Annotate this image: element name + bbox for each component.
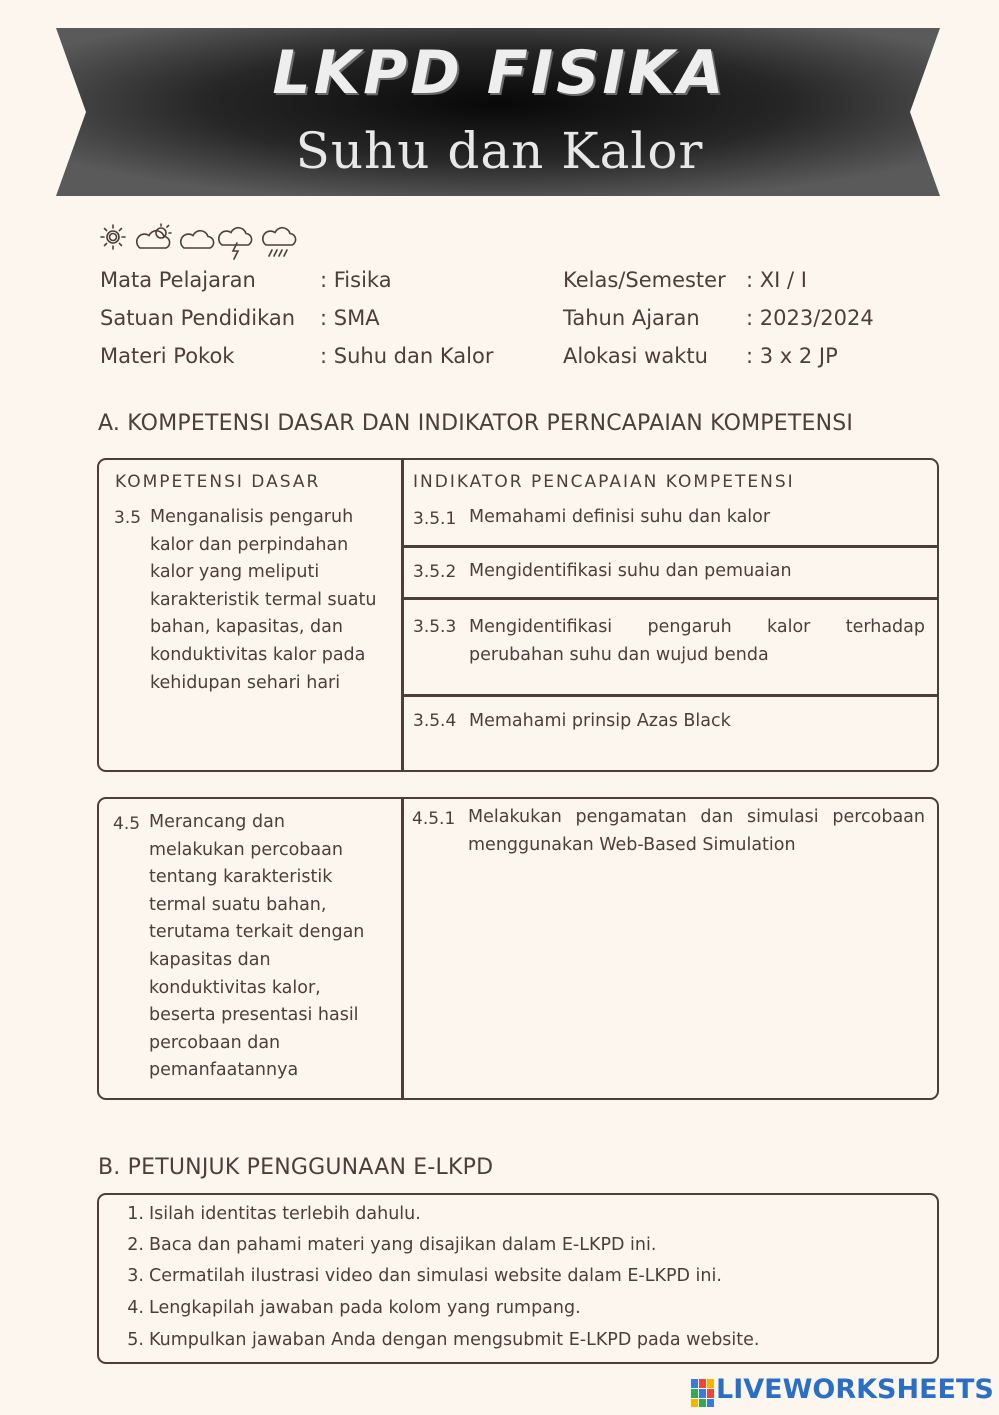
step-text: Baca dan pahami materi yang disajikan dalam E-LKPD ini. bbox=[149, 1235, 657, 1255]
kd-text-3-5 bbox=[150, 504, 400, 697]
kd-4-5-line: percobaan dan bbox=[149, 1032, 281, 1053]
column-header-kompetensi-dasar: KOMPETENSI DASAR bbox=[115, 472, 321, 492]
value-kelas-semester: : XI / I bbox=[746, 268, 807, 292]
table-1-row-divider-2 bbox=[402, 597, 937, 600]
ipk-text-3-5-4: Memahami prinsip Azas Black bbox=[469, 711, 731, 731]
step-number: 3. bbox=[127, 1266, 144, 1286]
ipk-number-3-5-2: 3.5.2 bbox=[413, 562, 457, 582]
liveworksheets-logo-text[interactable]: LIVEWORKSHEETS bbox=[716, 1374, 994, 1405]
value-alokasi-waktu: : 3 x 2 JP bbox=[746, 344, 838, 368]
step-number: 1. bbox=[127, 1204, 144, 1224]
kd-4-5-line: konduktivitas kalor, bbox=[149, 977, 321, 998]
step-number: 4. bbox=[127, 1298, 144, 1318]
kd-3-5-line: kalor dan perpindahan bbox=[150, 534, 349, 555]
ipk-number-4-5-1: 4.5.1 bbox=[412, 809, 456, 829]
kd-3-5-line: kehidupan sehari hari bbox=[150, 672, 341, 693]
ipk-text-3-5-3-line2: perubahan suhu dan wujud benda bbox=[469, 645, 769, 665]
value-satuan-pendidikan: : SMA bbox=[320, 306, 380, 330]
step-number: 2. bbox=[127, 1235, 144, 1255]
kd-4-5-line: tentang karakteristik bbox=[149, 867, 333, 888]
value-tahun-ajaran: : 2023/2024 bbox=[746, 306, 874, 330]
ipk-number-3-5-3: 3.5.3 bbox=[413, 617, 457, 637]
ipk-text-4-5-1-line2: menggunakan Web-Based Simulation bbox=[468, 835, 796, 855]
label-kelas-semester: Kelas/Semester bbox=[563, 268, 726, 292]
kd-4-5-line: termal suatu bahan, bbox=[149, 894, 327, 915]
step-number: 5. bbox=[127, 1330, 144, 1350]
column-header-indikator: INDIKATOR PENCAPAIAN KOMPETENSI bbox=[413, 472, 795, 492]
kd-3-5-line: karakteristik termal suatu bbox=[150, 589, 377, 610]
kd-4-5-line: pemanfaatannya bbox=[149, 1060, 299, 1081]
kd-text-4-5 bbox=[149, 809, 399, 1085]
kd-3-5-line: konduktivitas kalor pada bbox=[150, 644, 366, 665]
step-text: Kumpulkan jawaban Anda dengan mengsubmit E-LKPD pada website. bbox=[149, 1330, 760, 1350]
section-b-heading: B. PETUNJUK PENGGUNAAN E-LKPD bbox=[98, 1155, 494, 1180]
banner-title: LKPD FISIKA bbox=[272, 38, 727, 108]
ipk-number-3-5-4: 3.5.4 bbox=[413, 711, 457, 731]
table-1-row-divider-1 bbox=[402, 545, 937, 548]
kd-4-5-line: Merancang dan bbox=[149, 812, 285, 832]
kd-4-5-line: terutama terkait dengan bbox=[149, 922, 365, 943]
value-mata-pelajaran: : Fisika bbox=[320, 268, 392, 292]
kd-4-5-line: beserta presentasi hasil bbox=[149, 1005, 359, 1026]
weather-icons bbox=[98, 223, 308, 261]
kd-4-5-line: kapasitas dan bbox=[149, 949, 271, 970]
ipk-text-3-5-1: Memahami definisi suhu dan kalor bbox=[469, 507, 771, 527]
thunderstorm-icon bbox=[219, 228, 252, 259]
cloud-icon bbox=[181, 231, 214, 248]
kd-3-5-line: Menganalisis pengaruh bbox=[150, 507, 354, 527]
banner-subtitle: Suhu dan Kalor bbox=[295, 122, 704, 180]
label-satuan-pendidikan: Satuan Pendidikan bbox=[100, 306, 296, 330]
ipk-text-3-5-3-line1: Mengidentifikasi pengaruh kalor terhadap bbox=[469, 617, 925, 637]
kd-number-4-5: 4.5 bbox=[113, 814, 141, 834]
sun-icon bbox=[101, 225, 125, 249]
label-tahun-ajaran: Tahun Ajaran bbox=[563, 306, 700, 330]
table-1-column-divider bbox=[401, 460, 404, 770]
kd-number-3-5: 3.5 bbox=[114, 508, 142, 528]
step-text: Isilah identitas terlebih dahulu. bbox=[149, 1204, 421, 1224]
label-alokasi-waktu: Alokasi waktu bbox=[563, 344, 708, 368]
label-materi-pokok: Materi Pokok bbox=[100, 344, 235, 368]
kd-3-5-line: kalor yang meliputi bbox=[150, 562, 320, 583]
ipk-number-3-5-1: 3.5.1 bbox=[413, 509, 457, 529]
step-text: Cermatilah ilustrasi video dan simulasi website dalam E-LKPD ini. bbox=[149, 1266, 722, 1286]
step-text: Lengkapilah jawaban pada kolom yang rumpang. bbox=[149, 1298, 581, 1318]
value-materi-pokok: : Suhu dan Kalor bbox=[320, 344, 494, 368]
section-a-heading: A. KOMPETENSI DASAR DAN INDIKATOR PERNCAPAIAN KOMPETENSI bbox=[98, 411, 854, 436]
label-mata-pelajaran: Mata Pelajaran bbox=[100, 268, 256, 292]
partly-cloudy-icon bbox=[137, 224, 171, 248]
kd-3-5-line: bahan, kapasitas, dan bbox=[150, 617, 343, 638]
table-1-row-divider-3 bbox=[402, 694, 937, 697]
kd-4-5-line: melakukan percobaan bbox=[149, 839, 343, 860]
liveworksheets-logo-icon bbox=[691, 1379, 715, 1407]
ipk-text-4-5-1-line1: Melakukan pengamatan dan simulasi percobaan bbox=[468, 807, 925, 827]
rain-icon bbox=[263, 228, 296, 256]
table-2-column-divider bbox=[401, 799, 404, 1098]
ipk-text-3-5-2: Mengidentifikasi suhu dan pemuaian bbox=[469, 561, 792, 581]
